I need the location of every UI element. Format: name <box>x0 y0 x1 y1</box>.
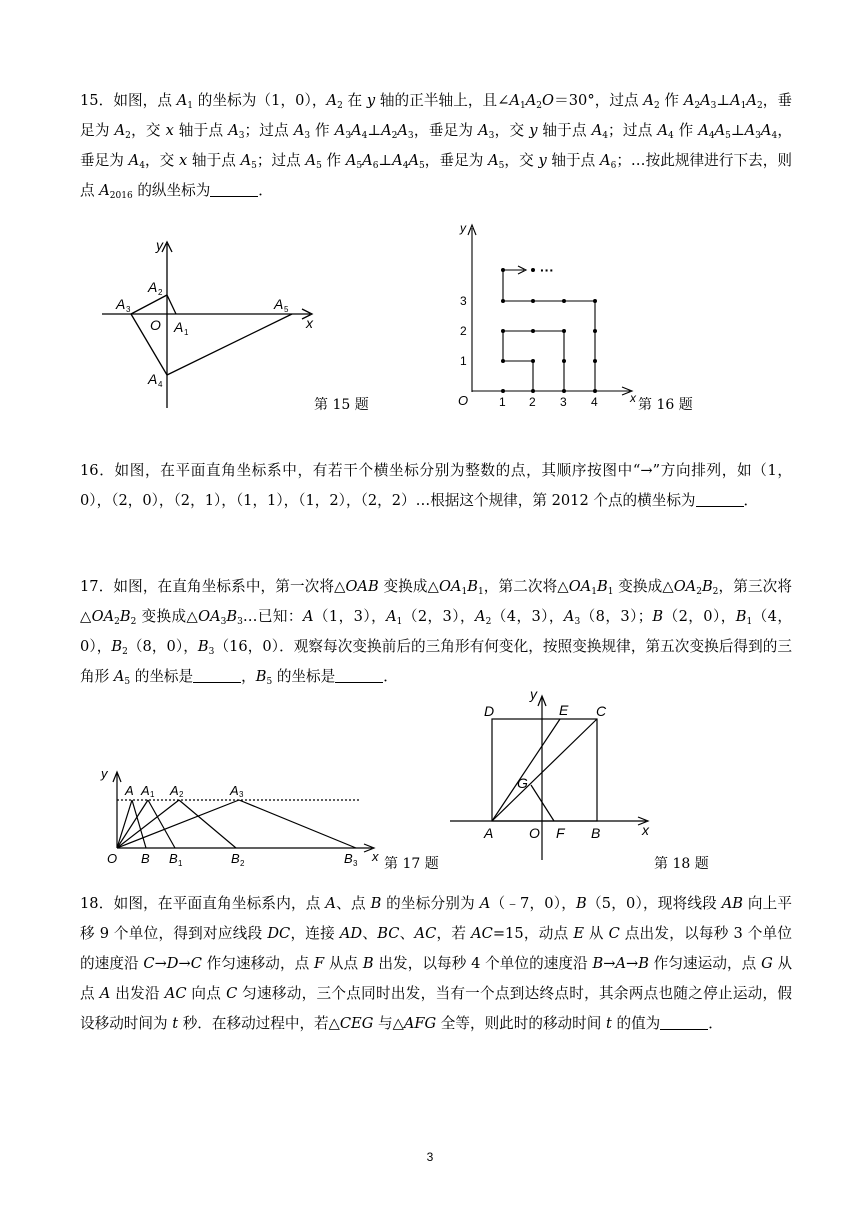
fig18-g-label: G <box>517 775 528 791</box>
question-18-text: 18．如图，在平面直角坐标系内，点 A、点 B 的坐标分别为 A（﹣7，0），B（5，0），现将线段 AB 向上平移 9 个单位，得到对应线段 DC，连接 AD、BC、AC，若 AC=15，动点 E 从 C 点出发，以每秒 3 个单位的速度沿 C→D→C 作匀速移动，点 F 从点 B 出发，以每秒 4 个单位的速度沿 B→A→B 作匀速运动，点 G 从点 A 出发沿 AC 向点 C 匀速移动，三个点同时出发，当有一个点到达终点时，其余两点也随之停止运动，假设移动时间为 t 秒．在移动过程中，若△CEG 与△AFG 全等，则此时的移动时间 t 的值为 ． <box>80 895 793 1032</box>
page-number: 3 <box>426 1150 434 1164</box>
figure-15-caption: 第 15 题 <box>314 397 369 413</box>
fig16-tick-y1: 1 <box>460 354 467 368</box>
answer-blank-18 <box>660 1011 708 1030</box>
fig15-a2-label: A <box>148 279 158 295</box>
fig18-a-label: A <box>484 825 494 841</box>
fig17-a1-sub: 1 <box>150 790 155 799</box>
fig18-y-label: y <box>530 686 537 702</box>
fig15-a2-sub: 2 <box>158 288 163 297</box>
figure-16 <box>452 220 642 414</box>
fig15-a1-label: A <box>174 319 184 335</box>
fig16-tick-x3: 3 <box>560 395 567 409</box>
fig15-y-label: y <box>156 237 163 253</box>
fig17-b2-sub: 2 <box>240 859 245 868</box>
figure-15 <box>96 236 326 412</box>
fig15-a3-label: A <box>116 296 126 312</box>
answer-blank-16 <box>696 488 744 507</box>
fig17-a-label: A <box>125 783 134 798</box>
fig16-tick-x2: 2 <box>529 395 536 409</box>
fig17-a1-label: A <box>141 783 150 798</box>
fig16-dots: ··· <box>540 262 554 278</box>
fig16-x-label: x <box>630 391 636 405</box>
fig15-a3-sub: 3 <box>126 305 131 314</box>
fig17-y-label: y <box>101 766 108 781</box>
fig17-b1-sub: 1 <box>178 859 183 868</box>
fig17-b-label: B <box>141 851 150 866</box>
question-16-text: 16．如图，在平面直角坐标系中，有若干个横坐标分别为整数的点，其顺序按图中“→”方向排列，如（1，0），（2，0），（2，1），（1，1），（1，2），（2，2）…根据这个规律，第 2012 个点的横坐标为 ． <box>80 462 792 509</box>
fig17-b1-label: B <box>169 851 178 866</box>
fig16-tick-y2: 2 <box>460 324 467 338</box>
fig17-b3-sub: 3 <box>353 859 358 868</box>
fig18-x-label: x <box>642 822 649 838</box>
question-17-text: 17．如图，在直角坐标系中，第一次将△OAB 变换成$\triangle OA_1B_1$，第二次将$\triangle OA_1B_1$ 变换成$\triangle OA_2B_2$，第三次将$\triangle OA_2B_2$ 变换成$\triangle OA_3B_3\dots$已知：A（1，3），$A_1(2$，3），$A_2(4$，3），$A_3(8$，3）；B（2，0），$B_1(4$，0），$B_2(8$，0），$B_3(16$，0）．观察每次变换前后的三角形有何变化，按照变换规律，第五次变换后得到的三角形 $A_5$ 的坐标是 ，$B_5$ 的坐标是 ． <box>80 578 792 687</box>
fig18-b-label: B <box>591 825 601 841</box>
fig15-a4-sub: 4 <box>158 380 163 389</box>
answer-blank-15 <box>210 178 258 197</box>
fig17-a3-label: A <box>230 783 239 798</box>
fig18-f-label: F <box>556 825 565 841</box>
fig17-a3-sub: 3 <box>239 790 244 799</box>
figure-18-caption: 第 18 题 <box>654 856 709 872</box>
fig16-tick-x1: 1 <box>499 395 506 409</box>
fig15-a5-label: A <box>274 296 284 312</box>
fig16-tick-x4: 4 <box>591 395 598 409</box>
figure-16-caption: 第 16 题 <box>638 397 693 413</box>
fig17-b2-label: B <box>231 851 240 866</box>
fig17-origin-label: O <box>107 851 118 866</box>
fig17-x-label: x <box>372 849 379 864</box>
answer-blank-17b <box>335 664 383 683</box>
figure-17 <box>100 764 390 872</box>
fig18-e-label: E <box>559 702 569 718</box>
figure-17-caption: 第 17 题 <box>384 856 439 872</box>
fig15-a4-label: A <box>148 371 158 387</box>
fig15-a1-sub: 1 <box>184 328 189 337</box>
question-15-text: 15．如图，点 $A_1$ 的坐标为（1，0），$A_2$ 在 y 轴的正半轴上，且$\angle A_1A_2O=30^\circ$，过点 $A_2$ 作 $A_2A_3\perp A_1A_2$，垂足为 $A_2$，交 x 轴于点 $A_3$；过点 $A_3$ 作 $A_3A_4\perp A_2A_3$，垂足为 $A_3$，交 y 轴于点 $A_4$；过点 $A_4$ 作 $A_4A_5\perp A_3A_4$，垂足为 $A_4$，交 x 轴于点 $A_5$；过点 $A_5$ 作 $A_5A_6\perp A_4A_5$，垂足为 $A_5$，交 y 轴于点 $A_6$；…按此规律进行下去，则点 $A_{2016}$ 的纵坐标为 ． <box>80 92 793 201</box>
fig15-origin-label: O <box>150 317 161 333</box>
fig18-c-label: C <box>596 703 607 719</box>
fig16-y-label: y <box>460 221 466 235</box>
fig15-x-label: x <box>306 315 313 331</box>
fig16-origin-label: O <box>458 393 469 408</box>
fig17-b3-label: B <box>344 851 353 866</box>
fig15-a5-sub: 5 <box>284 305 289 314</box>
fig16-tick-y3: 3 <box>460 294 467 308</box>
figure-18 <box>446 684 656 864</box>
fig17-a2-label: A <box>170 783 179 798</box>
fig18-o-label: O <box>529 825 540 841</box>
fig17-a2-sub: 2 <box>179 790 184 799</box>
fig18-d-label: D <box>484 703 495 719</box>
answer-blank-17a <box>193 664 241 683</box>
